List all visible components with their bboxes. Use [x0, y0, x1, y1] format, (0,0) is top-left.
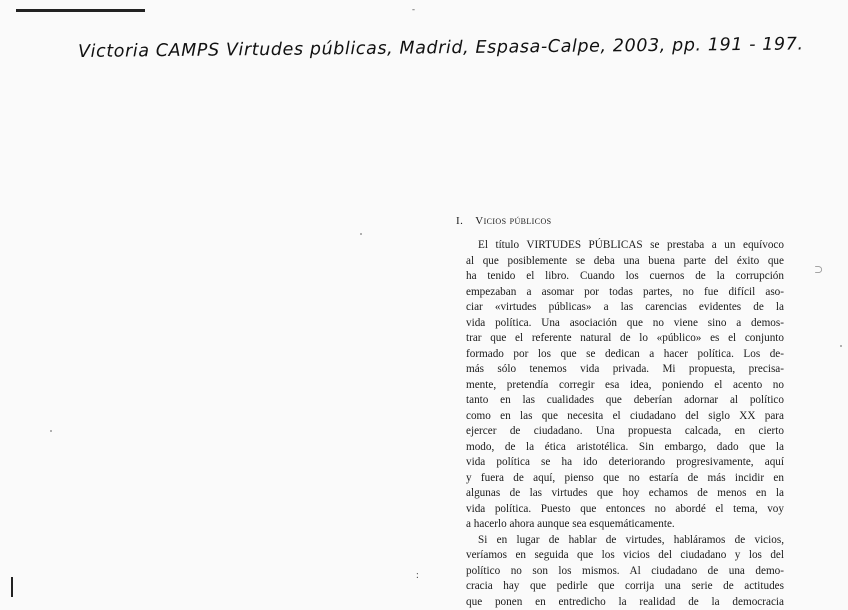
text-line: vida política. Una asociación que no viene sino a demos- — [466, 316, 784, 332]
chapter-title: Vicios públicos — [475, 215, 551, 227]
text-line: modo, de la ética aristotélica. Sin embargo, dado que la — [466, 440, 784, 456]
text-line: más sólo tenemos vida privada. Mi propuesta, precisa- — [466, 362, 784, 378]
scan-speck — [840, 345, 842, 347]
text-line: ejercer de ciudadano. Una propuesta calcada, en cierto — [466, 424, 784, 440]
top-tick-mark: - — [412, 4, 415, 14]
top-rule-mark — [16, 9, 145, 12]
chapter-number: I. — [456, 215, 463, 227]
text-line: político no son los mismos. Al ciudadano de una demo- — [466, 564, 784, 580]
text-line: formado por los que se dedican a hacer política. Los de- — [466, 347, 784, 363]
text-line: que ponen en entredicho la realidad de la democracia — [466, 595, 784, 610]
handwritten-citation: Victoria CAMPS Virtudes públicas, Madrid, Espasa-Calpe, 2003, pp. 191 - 197. — [78, 34, 838, 62]
text-line: veríamos en seguida que los vicios del ciudadano y los del — [466, 548, 784, 564]
text-line: mente, pretendía corregir esa idea, poniendo el acento no — [466, 378, 784, 394]
text-line: algunas de las virtudes que hoy echamos de menos en la — [466, 486, 784, 502]
body-text — [466, 238, 784, 610]
text-line: El título VIRTUDES PÚBLICAS se prestaba a un equívoco — [466, 238, 784, 254]
text-line: empezaban a asomar por todas partes, no fue difícil aso- — [466, 285, 784, 301]
text-line: ha tenido el libro. Cuando los cuernos de la corrupción — [466, 269, 784, 285]
text-line: tanto en las cualidades que deberían adornar al político — [466, 393, 784, 409]
text-line: y fuera de aquí, pienso que no estaría de más incidir en — [466, 471, 784, 487]
text-line: al que posiblemente se deba una buena parte del éxito que — [466, 254, 784, 270]
text-line: cracia hay que pedirle que corrija una serie de actitudes — [466, 579, 784, 595]
scan-speck — [50, 430, 52, 432]
edge-bracket-mark: ⊃ — [814, 263, 823, 276]
text-line: ciar «virtudes públicas» a las carencias evidentes de la — [466, 300, 784, 316]
text-line: Si en lugar de hablar de virtudes, habláramos de vicios, — [466, 533, 784, 549]
scan-speck — [360, 233, 362, 235]
left-edge-bar — [11, 577, 13, 597]
text-line: trar que el referente natural de lo «público» es el conjunto — [466, 331, 784, 347]
text-line: a hacerlo ahora aunque sea esquemáticamente. — [466, 517, 784, 533]
text-line: vida política se ha ido deteriorando progresivamente, aquí — [466, 455, 784, 471]
text-line: como en las que necesita el ciudadano del siglo XX para — [466, 409, 784, 425]
chapter-heading — [456, 215, 551, 227]
bottom-scan-mark: : — [416, 570, 419, 581]
text-line: vida política. Puesto que entonces no abordé el tema, voy — [466, 502, 784, 518]
